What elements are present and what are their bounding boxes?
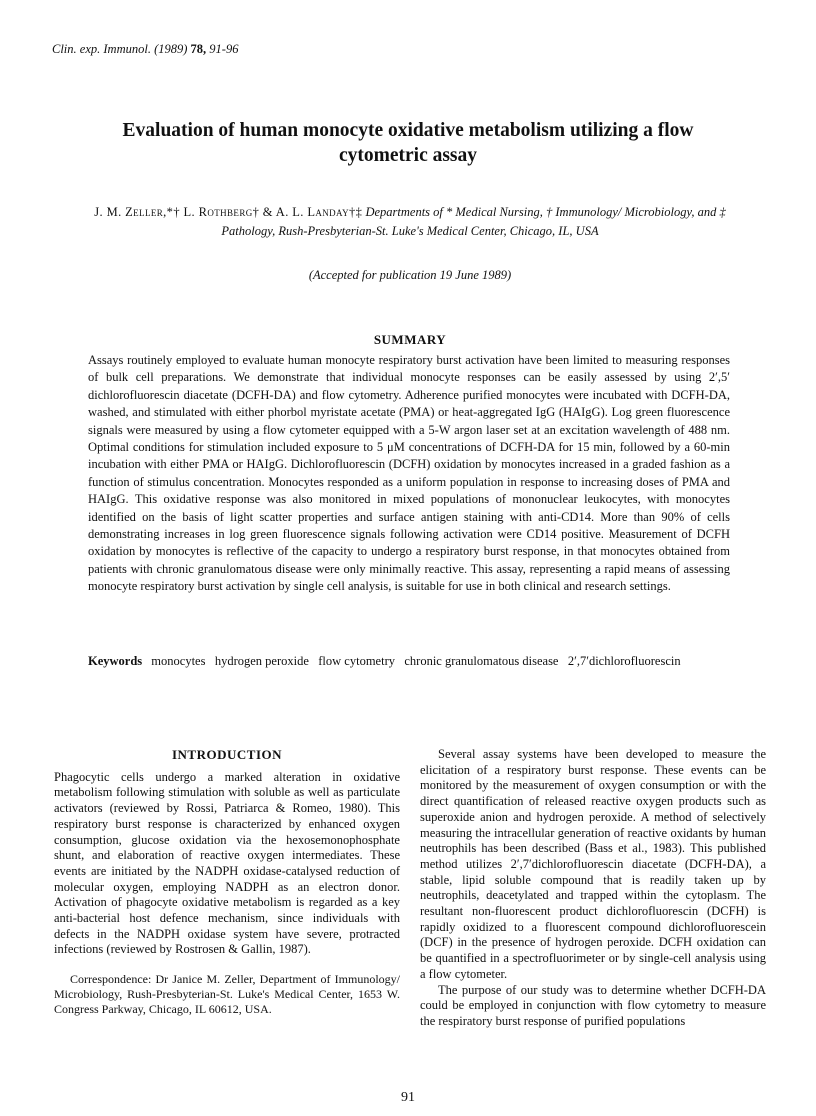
author-names: J. M. Zeller,*† L. Rothberg† & A. L. Landay†‡ xyxy=(94,205,363,219)
author-affiliations: Departments of * Medical Nursing, † Immunology/ Microbiology, and ‡ Pathology, Rush-Presbyterian-St. Luke's Medical Center, Chicago, IL, USA xyxy=(221,205,726,238)
right-column xyxy=(420,747,766,1030)
keywords-label: Keywords xyxy=(88,654,143,668)
introduction-heading: INTRODUCTION xyxy=(171,747,282,762)
journal-reference xyxy=(52,42,238,57)
accepted-date: (Accepted for publication 19 June 1989) xyxy=(308,268,512,282)
page-number: 91 xyxy=(401,1090,415,1105)
journal-pages: 91-96 xyxy=(209,42,239,56)
left-column xyxy=(54,747,400,1017)
summary-heading: SUMMARY xyxy=(373,332,447,347)
author-block xyxy=(80,203,740,241)
correspondence-note: Correspondence: Dr Janice M. Zeller, Department of Immunology/ Microbiology, Rush-Presbyterian-St. Luke's Medical Center, 1653 W. Congress Parkway, Chicago, IL 60612, USA. xyxy=(54,972,400,1017)
journal-volume: 78, xyxy=(190,42,207,56)
keywords-list: monocytes hydrogen peroxide flow cytometry chronic granulomatous disease 2′,7′dichlorofluorescin xyxy=(151,654,681,668)
journal-year: (1989) xyxy=(154,42,188,56)
journal-name: Clin. exp. Immunol. xyxy=(52,42,151,56)
introduction-paragraph: Phagocytic cells undergo a marked alteration in oxidative metabolism following stimulation with soluble as well as particulate activators (reviewed by Rossi, Patriarca & Romeo, 1980). This respiratory burst response is characterized by enhanced oxygen consumption, glucose oxidation via the hexosemonophosphate shunt, and elaboration of reactive oxygen intermediates. These events are initiated by the NADPH oxidase-catalysed reduction of molecular oxygen, employing NADPH as an electron donor. Activation of phagocyte oxidative metabolism is regarded as a key anti-bacterial host defence mechanism, since individuals with defects in the NADPH oxidase system have severe, protracted infections (reviewed by Rostrosen & Gallin, 1987). xyxy=(54,769,400,957)
summary-text: Assays routinely employed to evaluate human monocyte respiratory burst activation have been limited to measuring responses of bulk cell preparations. We demonstrate that individual monocyte responses can be easily assessed by using 2′,5′ dichlorofluorescin diacetate (DCFH-DA) and flow cytometry. Adherence purified monocytes were incubated with DCFH-DA, washed, and stimulated with either phorbol myristate acetate (PMA) or heat-aggregated IgG (HAIgG). Log green fluorescence signals were measured by using a flow cytometer equipped with a 5-W argon laser set at an excitation wavelength of 488 nm. Optimal conditions for stimulation included exposure to 5 μM concentrations of DCFH-DA for 15 min, followed by a 60-min incubation with either PMA or HAIgG. Dichlorofluorescin (DCFH) oxidation by monocytes increased in a graded fashion as a function of stimulus concentration. Monocytes responded as a uniform population in response to increasing doses of PMA and HAIgG. This oxidative response was also monitored in mixed populations of mononuclear leukocytes, with monocytes identified on the basis of light scatter properties and surface antigen staining with anti-CD14. More than 90% of cells demonstrating increases in log green fluorescence signals following activation were CD14 positive. Measurement of DCFH oxidation by monocytes is reflective of the capacity to undergo a respiratory burst response, in that monocytes obtained from patients with chronic granulomatous disease were only minimally reactive. This assay, representing a rapid means of assessing monocyte respiratory burst activation by single cell analysis, is suitable for use in both clinical and research settings. xyxy=(88,353,730,594)
keywords xyxy=(88,653,730,670)
article-title: Evaluation of human monocyte oxidative metabolism utilizing a flow cytometric assay xyxy=(122,120,694,166)
body-paragraph-2: The purpose of our study was to determine whether DCFH-DA could be employed in conjunction with flow cytometry to measure the respiratory burst response of purified populations xyxy=(420,982,766,1028)
body-paragraph-1: Several assay systems have been developed to measure the elicitation of a respiratory burst response. These events can be monitored by the measurement of oxygen consumption or with the direct quantification of released reactive oxygen products such as superoxide anion and hydrogen peroxide. A method of selectively measuring the intracellular generation of reactive oxidants by human neutrophils has been described (Bass et al., 1983). This published method utilizes 2′,7′dichlorofluorescin diacetate (DCFH-DA), a stable, lipid soluble compound that is readily taken up by neutrophils, deacetylated and trapped within the cytoplasm. The resultant non-fluorescent product dichlorofluorescin (DCFH) is rapidly oxidized to a fluorescent compound dichlorofluorescein (DCF) in the presence of hydrogen peroxide. DCFH oxidation can be quantified in a spectrofluorimeter or by single-cell analysis using a flow cytometer. xyxy=(420,747,766,981)
